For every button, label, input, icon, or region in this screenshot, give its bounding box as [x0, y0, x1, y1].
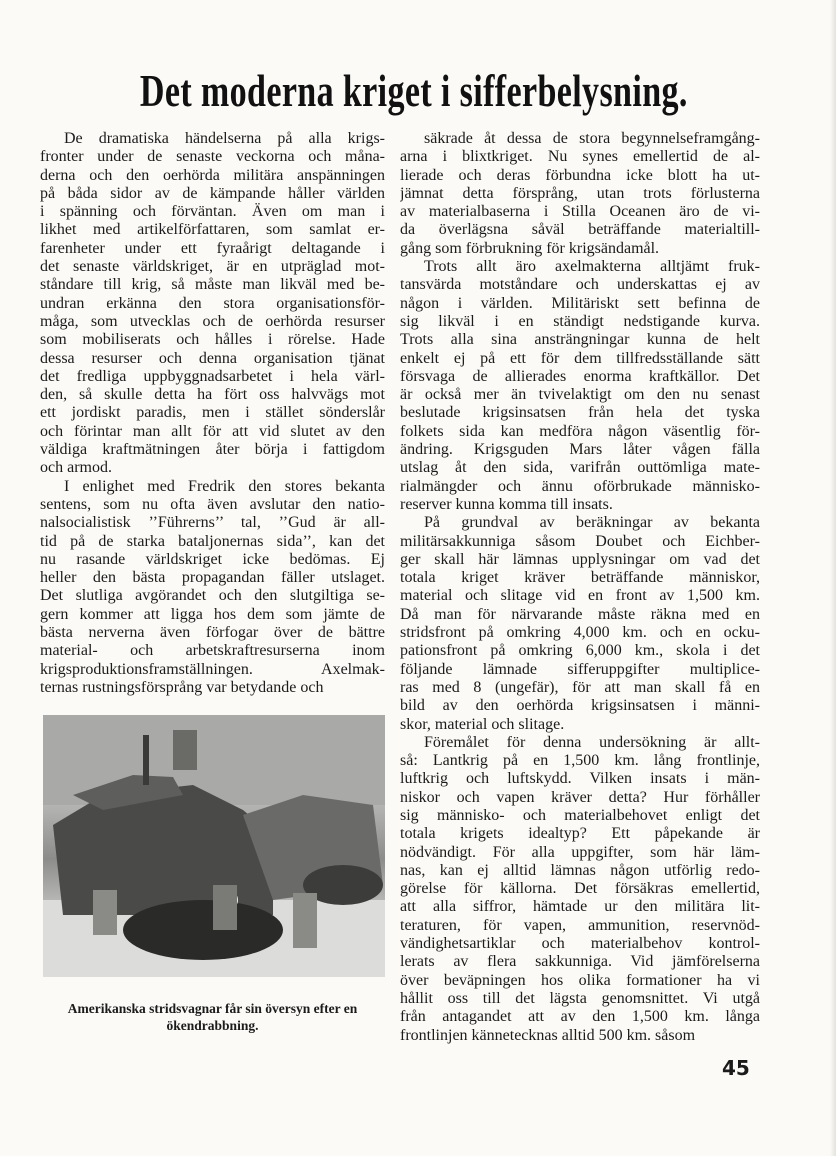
text-line: vändighetsartiklar och materialbehov kontrol- — [400, 935, 760, 953]
text-line: väldiga kraftmätningen åter börja i fattigdom — [40, 441, 385, 459]
text-line: sentens, som nu ofta även avslutar den natio- — [40, 495, 385, 513]
text-line: likhet med artikelförfattaren, som samlat er- — [40, 221, 385, 239]
text-line: så: Lantkrig på en 1,500 km. lång frontlinje, — [400, 752, 760, 770]
text-line: gång som förbrukning för krigsändamål. — [400, 239, 660, 257]
text-line: derna och den oerhörda militära anspänningen — [40, 166, 385, 184]
text-line: utslag åt den sida, varifrån outtömliga mate- — [400, 459, 760, 477]
page-edge — [830, 0, 836, 1156]
text-line: heller den bästa propagandan fäller utslaget. — [40, 569, 385, 587]
text-line: någon i världen. Militäriskt sett befinna de — [400, 294, 760, 312]
text-line: beslutade krigsinsatsen från hela det tyska — [400, 404, 760, 422]
text-line: måga, som utvecklas och de oerhörda resurser — [40, 312, 385, 330]
text-line: nu rasande världskriget icke bedömas. Ej — [40, 550, 385, 568]
text-line: frontlinjen kännetecknas alltid 500 km. såsom — [400, 1026, 696, 1044]
text-line: i spänning och förväntan. Även om man i — [40, 203, 385, 221]
text-line: totala krigets idealtyp? Ett påpekande är — [400, 825, 760, 843]
text-line: Då man för närvarande måste räkna med en — [400, 605, 760, 623]
page-number: 45 — [722, 1056, 750, 1080]
text-column-left — [40, 130, 385, 697]
text-line: farenheter under ett fyraårigt deltagande i — [40, 239, 385, 257]
text-line: sig likväl i en ständigt nedstigande kurva. — [400, 312, 760, 330]
text-line: skor, material och slitage. — [400, 715, 565, 733]
text-line: totala kriget kräver beträffande människor, — [400, 569, 760, 587]
text-line: I enlighet med Fredrik den stores bekanta — [64, 477, 385, 495]
text-line: militärsakkunniga såsom Doubet och Eichber- — [400, 532, 760, 550]
text-line: säkrade åt dessa de stora begynnelseframgång- — [424, 130, 760, 147]
text-line: material och slitage vid en front av 1,500 km. — [400, 587, 760, 605]
text-line: som mobiliserats och hålles i rörelse. Hade — [40, 331, 385, 349]
text-line: lierade och deras förbundna icke blott ha ut- — [400, 166, 760, 184]
text-line: ändring. Krigsguden Mars låter vågen fälla — [400, 441, 760, 459]
text-line: tansvärda motståndare och underskattas ej av — [400, 276, 760, 294]
text-line: gern kommer att ligga hos dem som jämte de — [40, 605, 385, 623]
text-line: från antagandet att av den 1,500 km. långa — [400, 1008, 760, 1026]
article-title: Det moderna kriget i sifferbelysning. — [139, 65, 688, 116]
text-line: följande lämnade sifferuppgifter multiplice- — [400, 660, 760, 678]
text-line: Trots alla sina ansträngningar kunna de helt — [400, 331, 760, 349]
text-line: ras med 8 (ungefär), för att man skall få en — [400, 678, 760, 696]
text-line: tid på de starka bataljonernas sida’’, kan det — [40, 532, 385, 550]
text-line: på båda sidor av de kämpande håller världen — [40, 184, 385, 202]
text-line: bästa nerverna även förfogar över de bättre — [40, 624, 385, 642]
text-line: folkets sida kan medföra någon väsentlig för- — [400, 422, 760, 440]
text-line: undran erkänna den stora organisationsför- — [40, 294, 385, 312]
text-line: ståndare till krig, så måste man likväl med be- — [40, 276, 385, 294]
text-line: ternas rustningsförsprång var betydande och — [40, 678, 324, 696]
text-line: reserver kunna komma till insats. — [400, 495, 613, 513]
text-line: nödvändigt. För alla uppgifter, som här läm- — [400, 843, 760, 861]
text-line: arna i blixtkriget. Nu synes emellertid de al- — [400, 148, 760, 166]
text-line: nalsocialistisk ’’Führerns’’ tal, ’’Gud är all- — [40, 514, 385, 532]
text-line: Trots allt äro axelmakterna alltjämt fruk- — [424, 258, 760, 276]
text-line: luftkrig och luftskydd. Vilken insats i män- — [400, 770, 760, 788]
text-line: försvaga de allierades enorma kraftkällor. Det — [400, 367, 760, 385]
text-line: teraturen, för vapen, ammunition, reservnöd- — [400, 916, 760, 934]
text-line: På grundval av beräkningar av bekanta — [424, 514, 760, 532]
text-line: den, så skulle detta ha fört oss halvvägs mot — [40, 386, 385, 404]
text-line: lerats av flera sakkunniga. Vid jämförelserna — [400, 953, 760, 971]
text-line: och armod. — [40, 459, 112, 477]
text-line: rialmängder och ännu oförbrukade människo- — [400, 477, 760, 495]
text-line: görelse för källorna. Det försäkras emellertid, — [400, 880, 760, 898]
photo-tanks-desert — [43, 715, 385, 977]
text-line: pationsfront på omkring 6,000 km., skola i det — [400, 642, 760, 660]
text-line: det fredliga uppbyggnadsarbetet i hela värl- — [40, 367, 385, 385]
text-line: bild av den oerhörda krigsinsatsen i männi- — [400, 697, 760, 715]
photo-illustration — [43, 715, 385, 977]
text-line: nas, kan ej alltid lämnas någon utförlig redo- — [400, 861, 760, 879]
text-line: över beväpningen hos olika formationer ha vi — [400, 971, 760, 989]
text-line: Föremålet för denna undersökning är allt- — [424, 733, 760, 751]
text-line: ett jordiskt paradis, men i stället sönderslår — [40, 404, 385, 422]
text-line: jämnat detta försprång, utan trots förlusterna — [400, 184, 760, 202]
text-line: enkelt ej på ett för dem tillfredsställande sätt — [400, 349, 760, 367]
text-line: hållit oss till det lägsta genomsnittet. Vi utgå — [400, 989, 760, 1007]
text-line: och förintar man allt för att vid slutet av den — [40, 422, 385, 440]
text-line: det senaste världskriget, är en utpräglad mot- — [40, 258, 385, 276]
text-line: material- och arbetskraftresurserna inom — [40, 642, 385, 660]
text-column-right — [400, 130, 760, 1045]
photo-caption: Amerikanska stridsvagnar får sin översyn efter en ökendrabbning. — [67, 1001, 358, 1033]
text-line: är också mer än tvivelaktigt om den nu senast — [400, 386, 760, 404]
text-line: De dramatiska händelserna på alla krigs- — [64, 130, 385, 147]
text-line: sig människo- och materialbehovet enligt det — [400, 806, 760, 824]
text-line: krigsproduktionsframställningen. Axelmak- — [40, 660, 385, 678]
text-line: stridsfront på omkring 4,000 km. och en ocku- — [400, 624, 760, 642]
text-line: Det slutliga avgörandet och den slutgiltiga se- — [40, 587, 385, 605]
text-line: att alla siffror, hämtade ur den militära lit- — [400, 898, 760, 916]
text-line: ger skall här lämnas upplysningar om vad det — [400, 550, 760, 568]
text-line: niskor och vapen kräver detta? Hur förhåller — [400, 788, 760, 806]
text-line: dessa resurser och denna organisation tjänat — [40, 349, 385, 367]
text-line: av materialbaserna i Stilla Oceanen äro de vi- — [400, 203, 760, 221]
text-line: fronter under de senaste veckorna och måna- — [40, 148, 385, 166]
text-line: da överlägsna såväl beträffande materialtill- — [400, 221, 760, 239]
